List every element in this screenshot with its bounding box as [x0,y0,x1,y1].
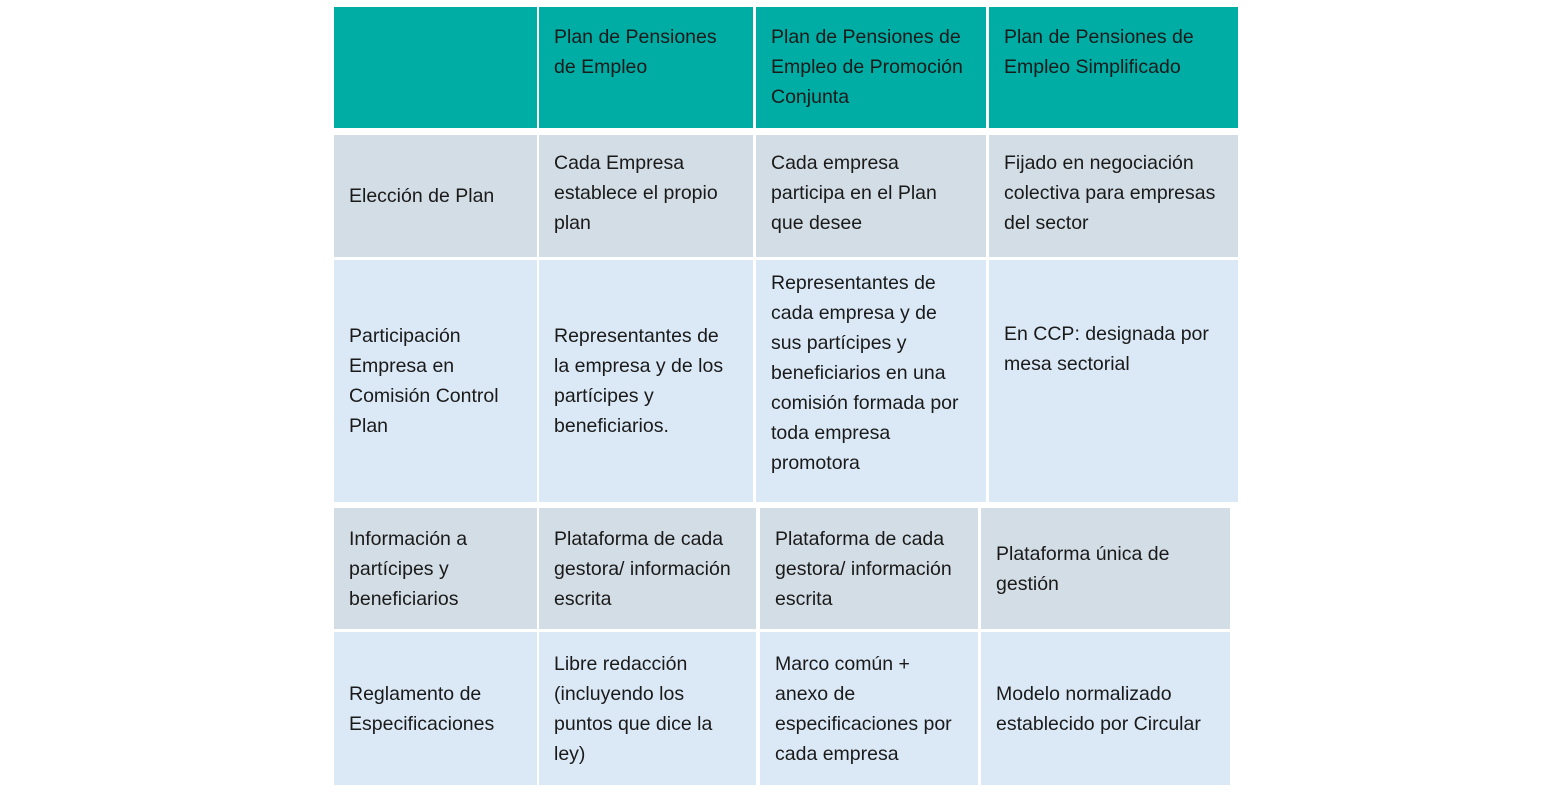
table-cell: Plataforma de cada gestora/ información escrita [760,508,978,629]
table-cell: En CCP: designada por mesa sectorial [989,260,1238,502]
table-cell: Marco común + anexo de especificaciones por cada empresa [760,632,978,785]
table-cell: Modelo normalizado establecido por Circular [981,632,1230,785]
table-cell: Representantes de cada empresa y de sus partícipes y beneficiarios en una comisión formada por toda empresa promotora [756,260,986,502]
header-cell-empty [334,7,537,128]
table-cell: Plataforma de cada gestora/ información escrita [539,508,756,629]
table-cell: Cada empresa participa en el Plan que desee [756,135,986,257]
table-cell: Fijado en negociación colectiva para empresas del sector [989,135,1238,257]
row-label-informacion: Información a partícipes y beneficiarios [334,508,537,629]
row-label-eleccion: Elección de Plan [334,135,537,257]
header-cell-simplificado: Plan de Pensiones de Empleo Simplificado [989,7,1238,128]
table-cell: Cada Empresa establece el propio plan [539,135,753,257]
row-label-reglamento: Reglamento de Especificaciones [334,632,537,785]
table-cell: Representantes de la empresa y de los partícipes y beneficiarios. [539,260,753,502]
header-cell-plan-empleo: Plan de Pensiones de Empleo [539,7,753,128]
header-cell-promocion-conjunta: Plan de Pensiones de Empleo de Promoción Conjunta [756,7,986,128]
table-cell: Libre redacción (incluyendo los puntos que dice la ley) [539,632,756,785]
table-cell: Plataforma única de gestión [981,508,1230,629]
row-label-participacion: Participación Empresa en Comisión Control Plan [334,260,537,502]
